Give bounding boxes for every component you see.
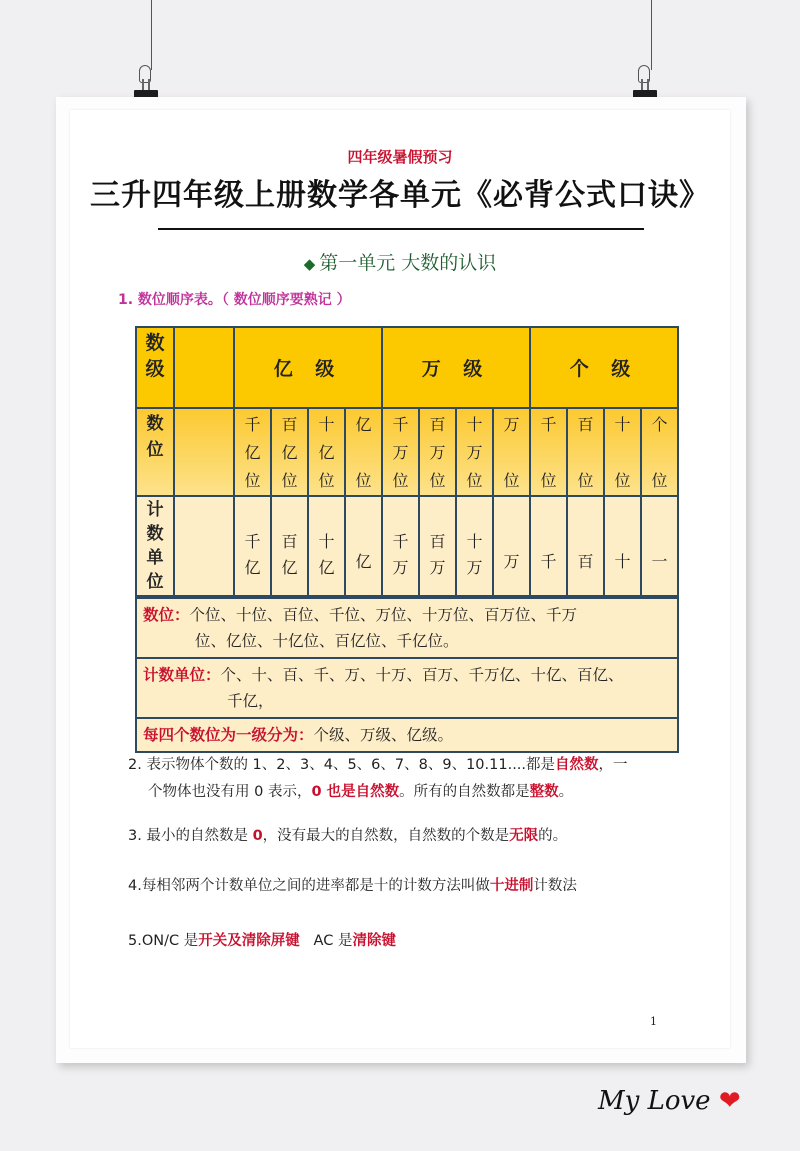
digit-cell: 个 位	[641, 408, 678, 496]
table-row-units	[136, 496, 678, 596]
unit-heading-text: 第一单元 大数的认识	[319, 252, 497, 274]
digit-cell: 千 亿 位	[234, 408, 271, 496]
unit-cell: 十	[604, 496, 641, 596]
blank-cell	[174, 327, 234, 408]
unit-cell: 千 亿	[234, 496, 271, 596]
item-1-label: 1. 数位顺序表。（ 数位顺序要熟记 ）	[118, 292, 351, 308]
page-number: 1	[650, 1015, 657, 1028]
heart-icon: ❤	[718, 1086, 741, 1116]
row-header-digit: 数 位	[136, 408, 174, 496]
unit-cell: 千 万	[382, 496, 419, 596]
paragraph-5: 5.ON/C 是开关及清除屏键 AC 是清除键	[128, 933, 396, 949]
signature-text: My Love	[598, 1086, 711, 1116]
row-header-unit: 计 数 单 位	[136, 496, 174, 596]
paragraph-4: 4.每相邻两个计数单位之间的进率都是十的计数方法叫做十进制计数法	[128, 878, 577, 894]
note-levels: 每四个数位为一级分为：个级、万级、亿级。	[137, 717, 677, 751]
unit-cell: 十 万	[456, 496, 493, 596]
digit-cell: 千 位	[530, 408, 567, 496]
paragraph-3: 3. 最小的自然数是 0，没有最大的自然数，自然数的个数是无限的。	[128, 828, 568, 844]
unit-heading	[0, 248, 800, 275]
hanging-string-right	[651, 0, 652, 70]
digit-cell: 百 亿 位	[271, 408, 308, 496]
summary-notes-box	[135, 597, 679, 753]
table-row-digits	[136, 408, 678, 496]
place-value-table	[135, 326, 679, 597]
blank-cell	[174, 496, 234, 596]
unit-cell: 百	[567, 496, 604, 596]
digit-cell: 千 万 位	[382, 408, 419, 496]
level-ge: 个 级	[530, 327, 678, 408]
signature	[598, 1086, 741, 1116]
unit-cell: 亿	[345, 496, 382, 596]
digit-cell: 百 万 位	[419, 408, 456, 496]
subtitle: 四年级暑假预习	[347, 148, 453, 166]
paragraph-2: 2. 表示物体个数的 1、2、3、4、5、6、7、8、9、10.11....都是自然数，一 个物体也没有用 0 表示，0 也是自然数。所有的自然数都是整数。	[128, 757, 628, 800]
unit-cell: 万	[493, 496, 530, 596]
unit-cell: 一	[641, 496, 678, 596]
diamond-icon: ◆	[303, 255, 316, 273]
digit-cell: 百 位	[567, 408, 604, 496]
level-wan: 万 级	[382, 327, 530, 408]
digit-cell: 万 位	[493, 408, 530, 496]
level-yi: 亿 级	[234, 327, 382, 408]
hanging-string-left	[151, 0, 152, 70]
blank-cell	[174, 408, 234, 496]
unit-cell: 百 亿	[271, 496, 308, 596]
page-title: 三升四年级上册数学各单元《必背公式口诀》	[90, 178, 710, 213]
note-digits: 数位：个位、十位、百位、千位、万位、十万位、百万位、千万 位、亿位、十亿位、百亿位、千亿位。	[137, 597, 677, 657]
unit-cell: 十 亿	[308, 496, 345, 596]
table-row-levels	[136, 327, 678, 408]
note-counting-units: 计数单位：个、十、百、千、万、十万、百万、千万亿、十亿、百亿、 千亿，	[137, 657, 677, 717]
digit-cell: 十 亿 位	[308, 408, 345, 496]
digit-cell: 亿 位	[345, 408, 382, 496]
title-divider	[158, 228, 644, 230]
row-header-level: 数 级	[136, 327, 174, 408]
unit-cell: 百 万	[419, 496, 456, 596]
unit-cell: 千	[530, 496, 567, 596]
digit-cell: 十 万 位	[456, 408, 493, 496]
digit-cell: 十 位	[604, 408, 641, 496]
